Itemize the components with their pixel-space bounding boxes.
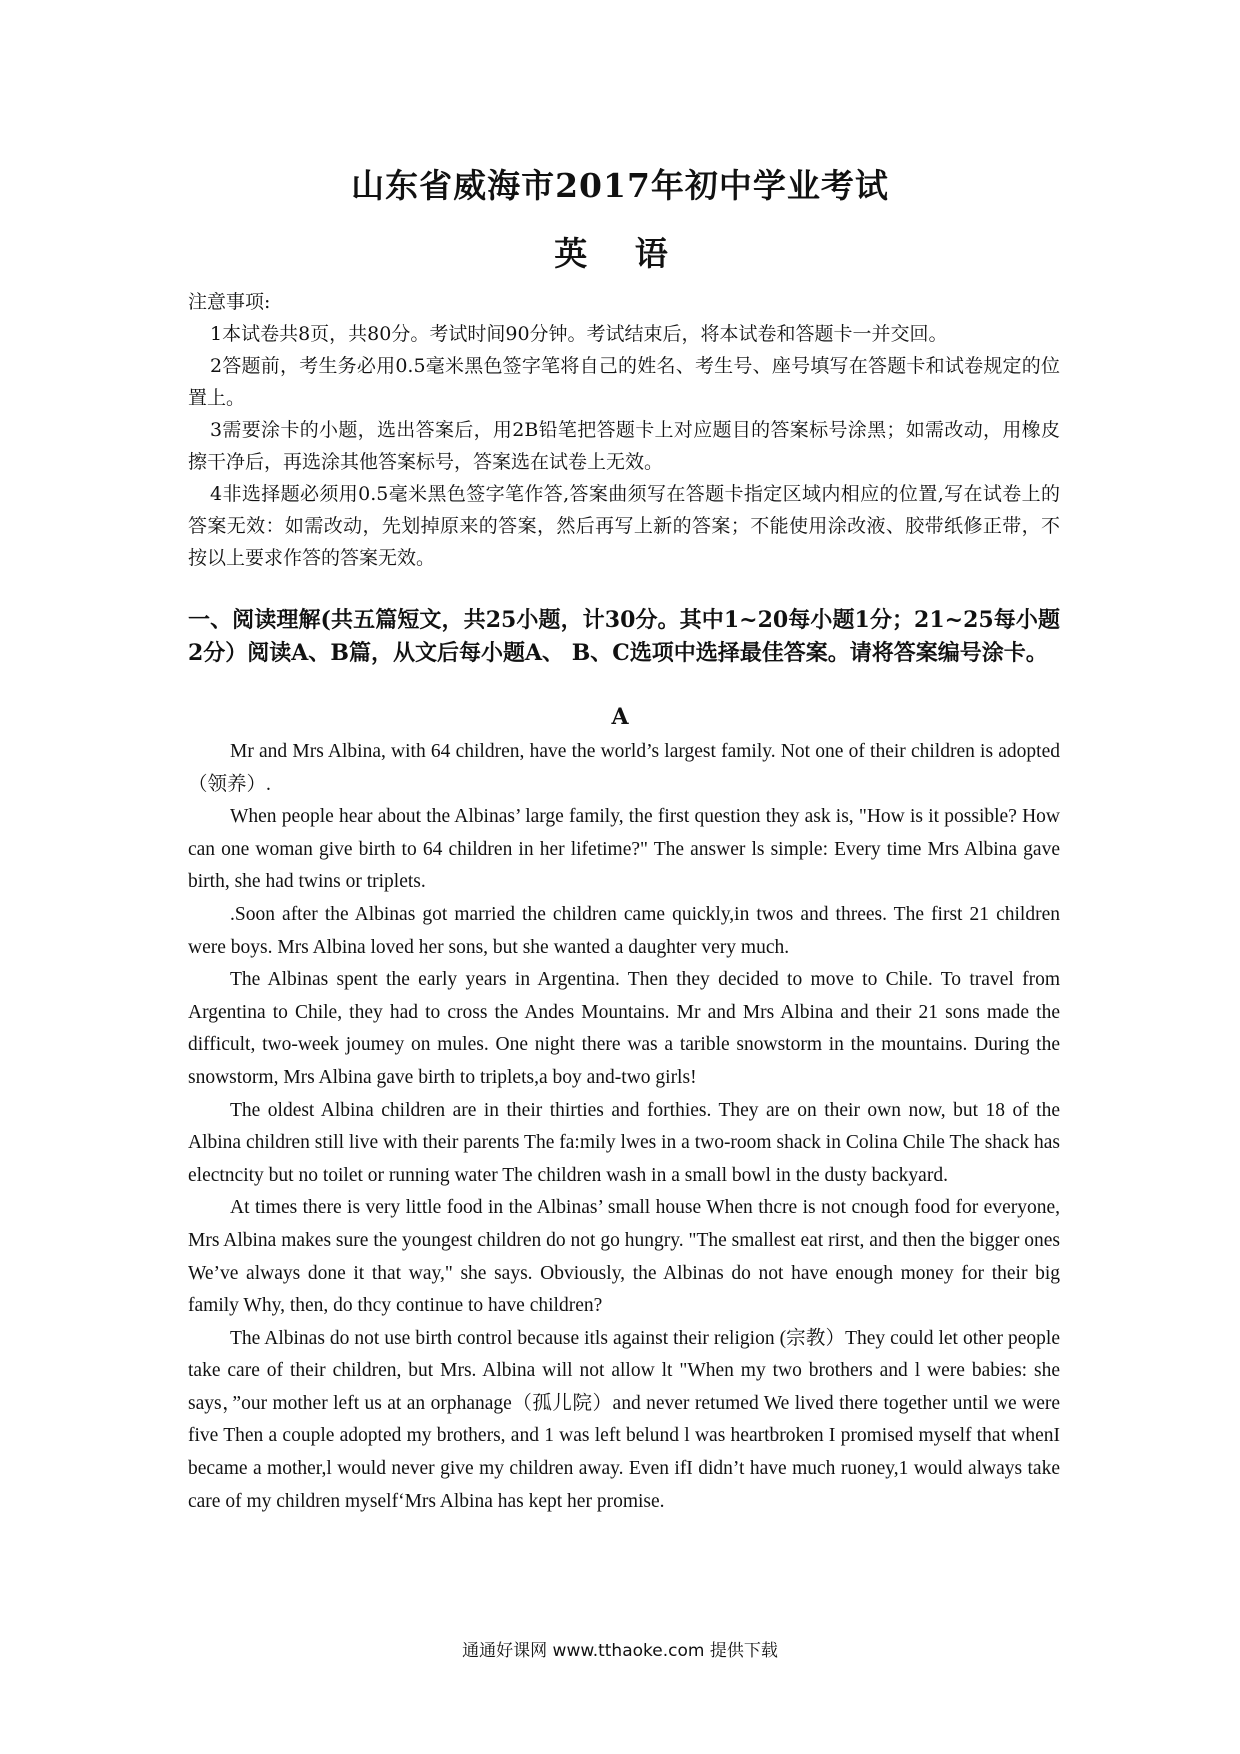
subject-title: 英 语 — [554, 234, 686, 273]
instruction-item: 4非选择题必须用0.5毫米黑色签字笔作答,答案曲须写在答题卡指定区域内相应的位置,写在试卷上的答案无效：如需改动，先划掉原来的答案，然后再写上新的答案；不能使用涂改液、胶带纸修正带，不按以上要求作答的答案无效。 — [188, 483, 1060, 569]
passage-paragraph: When people hear about the Albinas’ large family, the first question they ask is, "How is it possible? How can one woman give birth to 64 children in her lifetime?" The answer ls simple: Every time Mrs Albina gave birth, she had twins or triplets. — [188, 806, 1060, 893]
passage-paragraph: The Albinas do not use birth control because itls against their religion (宗教）They could let other people take care of their children, but Mrs. Albina will not allow lt "When my two brothers and l were babies: she says，”our mother left us at an orphanage（孤儿院）and never retumed We lived there together until we were five Then a couple adopted my brothers, and 1 was left belund l was heartbroken I promised myself that whenI became a mother,l would never give my children away. Even ifI didn’t have much ruoney,1 would always take care of my children myself‘Mrs Albina has kept her promise. — [188, 1327, 1060, 1512]
instructions — [188, 286, 1060, 574]
passage-paragraph: Mr and Mrs Albina, with 64 children, have the world’s largest family. Not one of their children is adopted（领养）. — [188, 741, 1060, 795]
passage-a — [188, 736, 1060, 1518]
passage-paragraph: .Soon after the Albinas got married the children came quickly,in twos and threes. The first 21 children were boys. Mrs Albina loved her sons, but she wanted a daughter very much. — [188, 903, 1060, 958]
passage-paragraph: The oldest Albina children are in their thirties and forthies. They are on their own now, but 18 of the Albina children still live with their parents The fa:mily lwes in a two-room shack in Colina Chile The shack has electncity but no toilet or running water The children wash in a small bowl in the dusty backyard. — [188, 1099, 1060, 1186]
footer-credit: 通通好课网 www.tthaoke.com 提供下载 — [462, 1641, 778, 1661]
passage-paragraph: At times there is very little food in the Albinas’ small house When thcre is not cnough food for everyone, Mrs Albina makes sure the youngest children do not go hungry. "The smallest eat rirst, and then the bigger ones We’ve always done it that way," she says. Obviously, the Albinas do not have enough money for their big family Why, then, do thcy continue to have children? — [188, 1197, 1060, 1317]
passage-label: A — [611, 704, 629, 730]
instruction-item: 3需要涂卡的小题，选出答案后，用2B铅笔把答题卡上对应题目的答案标号涂黑；如需改动，用橡皮擦干净后，再选涂其他答案标号，答案选在试卷上无效。 — [188, 419, 1060, 473]
passage-paragraph: The Albinas spent the early years in Argentina. Then they decided to move to Chile. To travel from Argentina to Chile, they had to cross the Andes Mountains. Mr and Mrs Albina and their 21 sons made the difficult, two-week joumey on mules. One night there was a tarible snowstorm in the mountains. During the snowstorm, Mrs Albina gave birth to triplets,a boy and-two girls! — [188, 969, 1060, 1088]
instructions-heading: 注意事项: — [188, 291, 271, 313]
instruction-item: 1本试卷共8页，共80分。考试时间90分钟。考试结束后，将本试卷和答题卡一并交回。 — [210, 323, 948, 345]
instruction-item: 2答题前，考生务必用0.5毫米黑色签字笔将自己的姓名、考生号、座号填写在答题卡和试卷规定的位置上。 — [188, 355, 1060, 409]
exam-title: 山东省威海市2017年初中学业考试 — [351, 166, 889, 205]
section-heading: 一、阅读理解(共五篇短文，共25小题，计30分。其中1~20每小题1分；21~25每小题2分）阅读A、B篇，从文后每小题A、 B、C选项中选择最佳答案。请将答案编号涂卡。 — [188, 607, 1060, 666]
